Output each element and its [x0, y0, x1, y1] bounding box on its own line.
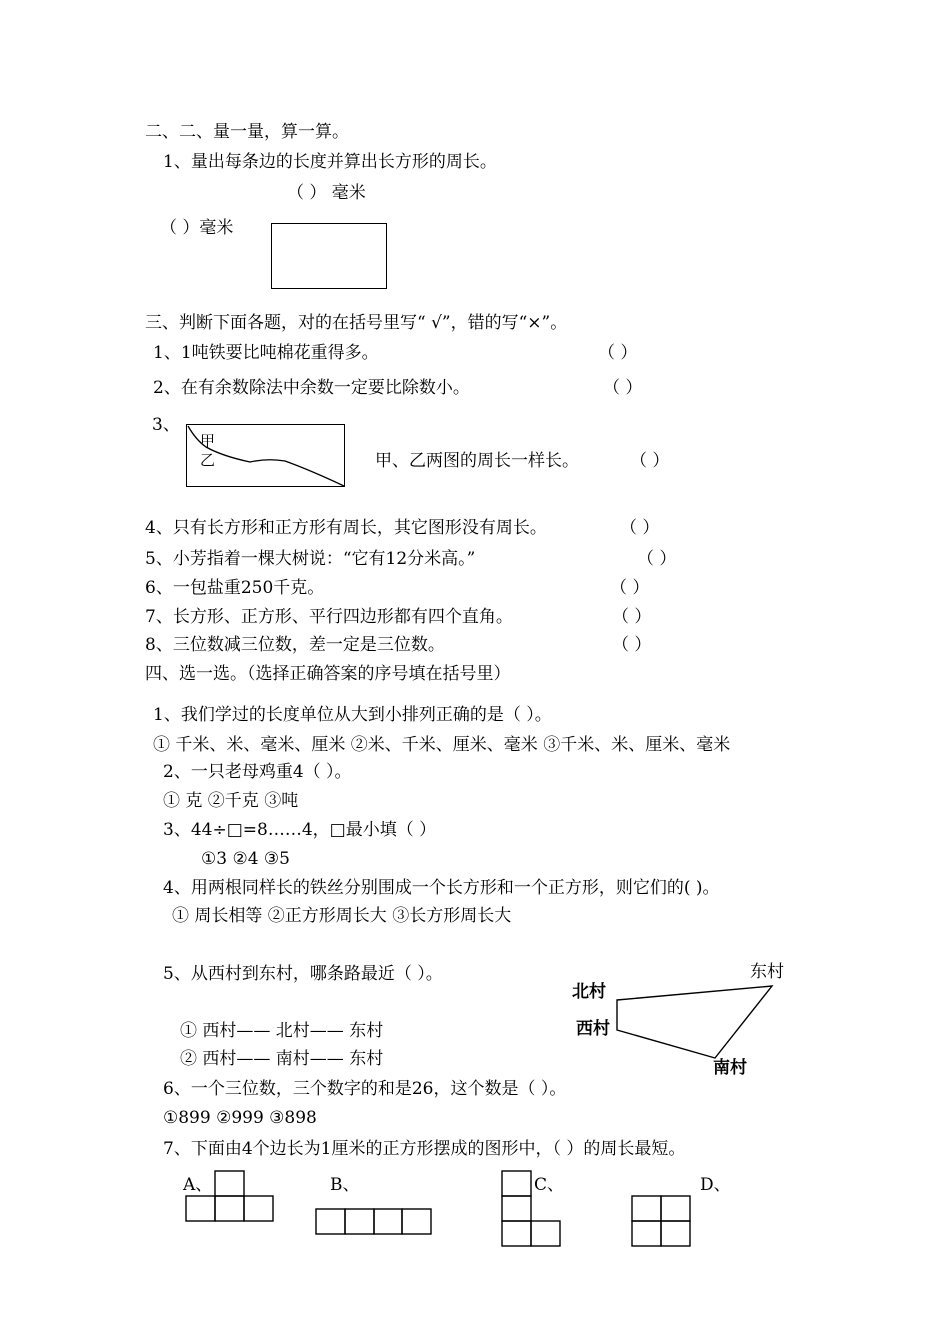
figure-d: [632, 1196, 690, 1246]
s3-q7-paren: （ ）: [612, 607, 652, 627]
s3-q8-paren: （ ）: [612, 635, 652, 655]
s3-question-5: 5、小芳指着一棵大树说：“它有12分米高。”: [145, 549, 476, 569]
s3-question-2: 2、在有余数除法中余数一定要比除数小。: [153, 378, 470, 398]
s4-q3-options: ①3 ②4 ③5: [201, 849, 290, 869]
map-label-north: 北村: [572, 982, 606, 1002]
s4-question-3: 3、44÷□=8……4，□最小填（ ）: [163, 820, 437, 840]
s4-question-2: 2、一只老母鸡重4（ ）。: [163, 762, 352, 782]
s4-q6-options: ①899 ②999 ③898: [163, 1108, 317, 1128]
figure-a: [186, 1171, 273, 1221]
figure-c: [502, 1171, 560, 1246]
s3-q5-paren: （ ）: [637, 549, 677, 569]
figure-b: [316, 1209, 431, 1234]
s4-question-1: 1、我们学过的长度单位从大到小排列正确的是（ ）。: [153, 705, 552, 725]
s3-q3-paren: （ ）: [630, 451, 670, 471]
s2-question-1: 1、量出每条边的长度并算出长方形的周长。: [163, 152, 497, 172]
s3-question-3: 甲、乙两图的周长一样长。: [375, 451, 579, 471]
s3-q1-paren: （ ）: [598, 343, 638, 363]
map-label-south: 南村: [713, 1058, 747, 1078]
s3-question-1: 1、1吨铁要比吨棉花重得多。: [153, 343, 379, 363]
section-2-heading: 二、二、量一量，算一算。: [145, 122, 349, 142]
figure-c-label: C、: [534, 1175, 565, 1195]
yi-label: 乙: [200, 451, 216, 469]
s4-q2-options: ① 克 ②千克 ③吨: [163, 791, 299, 811]
s3-q2-paren: （ ）: [603, 378, 643, 398]
section-4-heading: 四、选一选。（选择正确答案的序号填在括号里）: [145, 664, 511, 684]
map-label-west: 西村: [576, 1019, 610, 1039]
top-side-blank: （ ） 毫米: [287, 183, 366, 203]
s3-q6-paren: （ ）: [610, 578, 650, 598]
s4-question-4: 4、用两根同样长的铁丝分别围成一个长方形和一个正方形，则它们的( )。: [163, 878, 720, 898]
figure-d-label: D、: [700, 1175, 731, 1195]
s4-question-6: 6、一个三位数，三个数字的和是26，这个数是（ ）。: [163, 1079, 567, 1099]
s4-q1-options: ① 千米、米、毫米、厘米 ②米、千米、厘米、毫米 ③千米、米、厘米、毫米: [153, 735, 731, 755]
s4-question-5: 5、从西村到东村，哪条路最近（ ）。: [163, 964, 443, 984]
jia-label: 甲: [200, 432, 216, 450]
s4-q5-option-2: ② 西村—— 南村—— 东村: [180, 1049, 384, 1069]
s4-q5-option-1: ① 西村—— 北村—— 东村: [180, 1021, 384, 1041]
map-label-east: 东村: [750, 962, 784, 982]
s3-question-7: 7、长方形、正方形、平行四边形都有四个直角。: [145, 607, 513, 627]
left-side-blank: （ ）毫米: [160, 218, 234, 238]
s3-question-4: 4、只有长方形和正方形有周长，其它图形没有周长。: [145, 518, 547, 538]
section-3-heading: 三、判断下面各题，对的在括号里写“ √”，错的写“×”。: [145, 313, 568, 333]
s3-q4-paren: （ ）: [620, 518, 660, 538]
s4-q4-options: ① 周长相等 ②正方形周长大 ③长方形周长大: [172, 906, 512, 926]
s4-question-7: 7、下面由4个边长为1厘米的正方形摆成的图形中，（ ）的周长最短。: [163, 1139, 686, 1159]
figure-a-label: A、: [183, 1175, 213, 1195]
s3-question-6: 6、一包盐重250千克。: [145, 578, 325, 598]
s3-question-8: 8、三位数减三位数，差一定是三位数。: [145, 635, 445, 655]
s3-q3-number: 3、: [152, 415, 180, 435]
figure-b-label: B、: [330, 1175, 360, 1195]
